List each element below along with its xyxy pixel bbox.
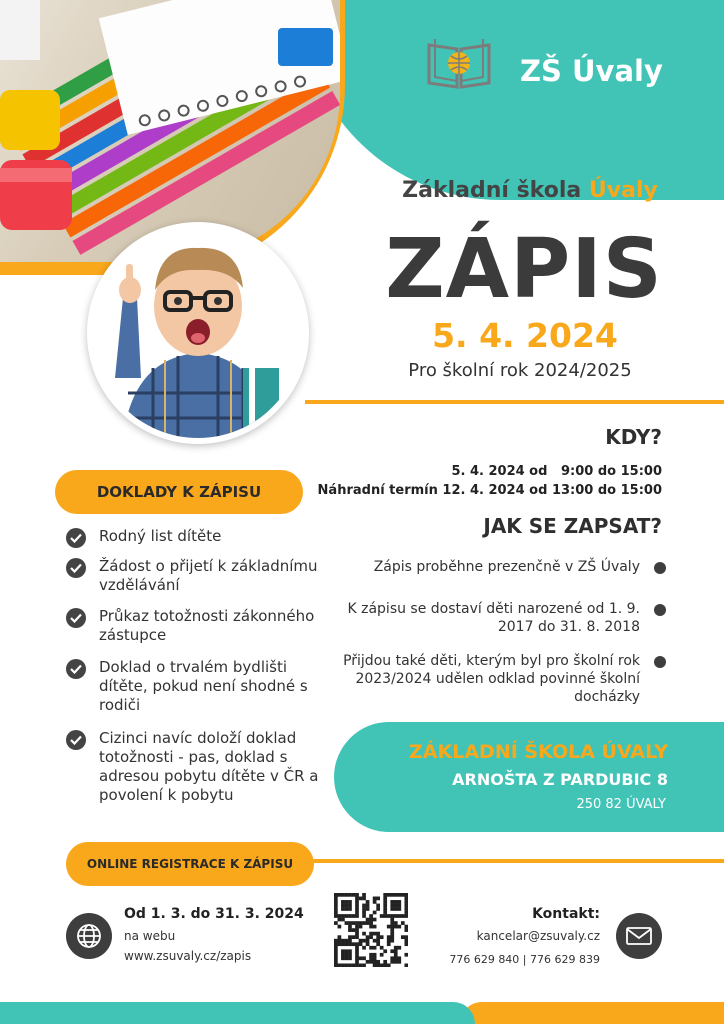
contact-phone: 776 629 840 | 776 629 839 (449, 953, 600, 966)
page-title: ZÁPIS (385, 222, 663, 317)
when-title: KDY? (605, 425, 662, 449)
globe-icon (66, 913, 112, 959)
check-icon (66, 659, 86, 679)
book-globe-icon (425, 33, 493, 89)
registration-url-link[interactable]: www.zsuvaly.cz/zapis (124, 949, 252, 963)
address-school-name: ZÁKLADNÍ ŠKOLA ÚVALY (409, 741, 668, 763)
how-title: JAK SE ZAPSAT? (483, 514, 662, 538)
online-registration-badge: ONLINE REGISTRACE K ZÁPISU (66, 842, 314, 886)
document-item-text: Cizinci navíc doloží doklad totožnosti - pas, doklad s adresou pobytu dítěte v ČR a povolení k pobytu (99, 729, 319, 804)
subtitle-highlight: Úvaly (588, 178, 658, 203)
child-photo (87, 222, 309, 444)
document-item-text: Doklad o trvalém bydlišti dítěte, pokud není shodné s rodiči (99, 658, 308, 714)
document-item (66, 729, 326, 805)
address-city: 250 82 ÚVALY (576, 797, 666, 812)
registration-web-label: na webu (124, 929, 176, 943)
contact-email-link[interactable]: kancelar@zsuvaly.cz (476, 929, 600, 943)
subtitle-prefix: Základní škola (402, 178, 589, 203)
how-item: Přijdou také děti, kterým byl pro školní rok 2023/2024 udělen odklad povinné školní docházky (343, 653, 640, 705)
registration-dates: Od 1. 3. do 31. 3. 2024 (124, 906, 304, 922)
document-item-text: Průkaz totožnosti zákonného zástupce (99, 607, 315, 644)
check-icon (66, 730, 86, 750)
bullet-dot-icon (654, 604, 666, 616)
document-item (66, 557, 326, 595)
bottom-orange-strip (460, 1002, 724, 1024)
qr-code-icon (334, 893, 408, 967)
check-icon (66, 558, 86, 578)
check-icon (66, 608, 86, 628)
school-subtitle (335, 178, 724, 203)
divider-line-bottom (300, 859, 724, 863)
document-item (66, 658, 326, 715)
document-item-text: Rodný list dítěte (99, 527, 222, 545)
school-year: Pro školní rok 2024/2025 (408, 360, 632, 381)
enrollment-date: 5. 4. 2024 (432, 316, 618, 355)
check-icon (66, 528, 86, 548)
envelope-icon (616, 913, 662, 959)
how-item: Zápis proběhne prezenčně v ZŠ Úvaly (373, 559, 640, 575)
teal-corner-shape (300, 0, 724, 200)
bullet-dot-icon (654, 656, 666, 668)
document-item-text: Žádost o přijetí k základnímu vzdělávání (99, 557, 318, 594)
when-line-main: 5. 4. 2024 od 9:00 do 15:00 (451, 464, 662, 479)
document-item (66, 607, 326, 645)
documents-title-badge: DOKLADY K ZÁPISU (55, 470, 303, 514)
contact-label: Kontakt: (532, 906, 600, 922)
document-item (66, 527, 326, 548)
how-item: K zápisu se dostaví děti narozené od 1. 9. 2017 do 31. 8. 2018 (347, 601, 640, 635)
bottom-teal-strip (0, 1002, 475, 1024)
address-street: ARNOŠTA Z PARDUBIC 8 (452, 770, 668, 789)
when-line-alternative: Náhradní termín 12. 4. 2024 od 13:00 do 15:00 (317, 483, 662, 498)
brand-name: ZŠ Úvaly (520, 54, 663, 88)
school-supplies-photo (0, 0, 340, 262)
bullet-dot-icon (654, 562, 666, 574)
divider-line-top (305, 400, 724, 404)
